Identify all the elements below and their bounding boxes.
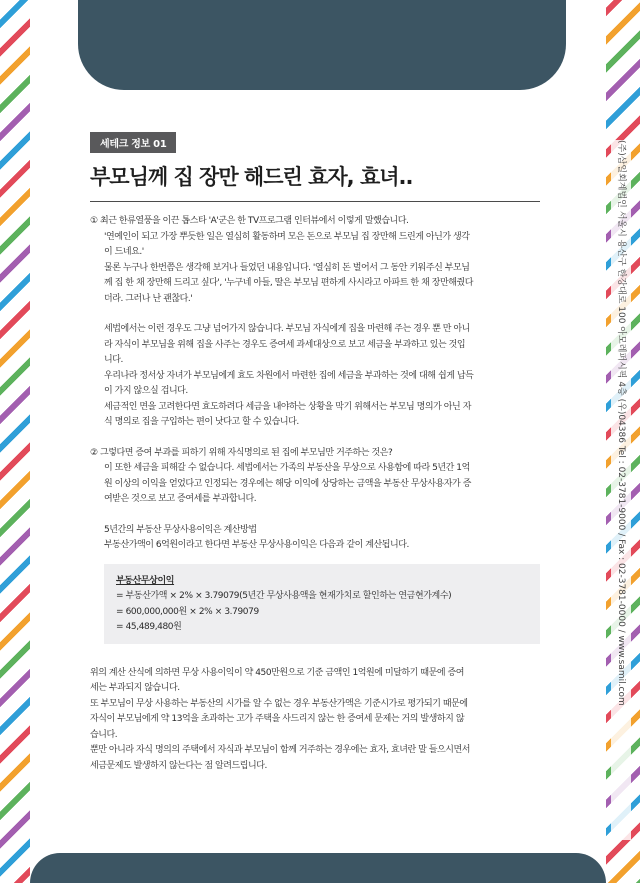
conclusion-line: 세는 부과되지 않습니다. bbox=[90, 683, 180, 693]
s1-para2-line: 니다. bbox=[104, 355, 123, 365]
conclusion-line: 뿐만 아니라 자식 명의의 주택에서 자식과 부모님이 함께 거주하는 경우에는 효자, 효녀란 말 들으시면서 bbox=[90, 745, 471, 755]
header-tab bbox=[78, 0, 566, 90]
calculation-heading: 부동산무상이익 bbox=[116, 575, 175, 586]
s2-line: 여받은 것으로 보고 증여세를 부과합니다. bbox=[104, 494, 257, 504]
calculation-line: = 45,489,480원 bbox=[116, 622, 182, 632]
conclusion-line: 위의 계산 산식에 의하면 무상 사용이익이 약 450만원으로 기준 금액인 1억원에 미달하기 때문에 증여 bbox=[90, 667, 464, 678]
s1-para2-line: 라 자식이 부모님을 위해 집을 사주는 경우도 증여세 과세대상으로 보고 세금을 부과하고 있는 것입 bbox=[104, 339, 466, 350]
s1-para2-line: 세금적인 면을 고려한다면 효도하려다 세금을 내야하는 상황을 막기 위해서는 부모님 명의가 아닌 자 bbox=[104, 401, 471, 412]
vertical-contact-info: (주)삼일회계법인 서울시 용산구 한강대로 100 아모레퍼시픽 4층 (우)04386 Tel : 02-3781-9000 / Fax : 02-3781-0000 / www.samil.com bbox=[611, 140, 631, 840]
s1-line: 이 드네요.' bbox=[104, 247, 144, 257]
s2-line: 원 이상의 이익을 얻었다고 인정되는 경우에는 해당 이익에 상당하는 금액을 부동산 무상사용자가 증 bbox=[104, 478, 471, 489]
question-1: ① 최근 한류열풍을 이끈 톱스타 'A'군은 한 TV프로그램 인터뷰에서 이렇게 말했습니다. bbox=[90, 216, 409, 226]
footer-tab bbox=[30, 853, 606, 883]
conclusion-line: 습니다. bbox=[90, 729, 118, 740]
calc-method-line: 부동산가액이 6억원이라고 한다면 부동산 무상사용이익은 다음과 같이 계산됩니다. bbox=[104, 540, 409, 550]
section-2 bbox=[90, 446, 540, 644]
question-2: ② 그렇다면 증여 부과를 피하기 위해 자식명의로 된 집에 부모님만 거주하는 것은? bbox=[90, 447, 393, 458]
article bbox=[90, 132, 540, 774]
s1-para2-line: 우리나라 정서상 자녀가 부모님에게 효도 차원에서 마련한 집에 세금을 부과하는 것에 대해 쉽게 납득 bbox=[104, 370, 474, 381]
s1-line: '연예인이 되고 가장 뿌듯한 일은 열심히 활동하며 모은 돈으로 부모님 집 장만해 드린게 아닌가 생각 bbox=[104, 231, 470, 242]
s1-line: 물론 누구나 한번쯤은 생각해 보거나 들었던 내용입니다. '열심히 돈 벌어서 그 동안 키워주신 부모님 bbox=[104, 262, 470, 273]
section-1 bbox=[90, 214, 540, 431]
s1-line: 께 집 한 채 장만해 드리고 싶다', '누구네 아들, 딸은 부모님 편하게 사시라고 아파트 한 채 장만해줬다 bbox=[104, 278, 473, 288]
s1-para2-line: 이 가지 않으실 겁니다. bbox=[104, 386, 188, 396]
page-title: 부모님께 집 장만 해드린 효자, 효녀.. bbox=[90, 161, 540, 202]
s1-para2-line: 식 명의로 집을 구입하는 편이 낫다고 할 수 있습니다. bbox=[104, 417, 299, 427]
calculation-line: = 부동산가액 × 2% × 3.79079(5년간 무상사용액을 현재가치로 할인하는 연금현가계수) bbox=[116, 591, 452, 601]
calc-method-line: 5년간의 부동산 무상사용이익은 계산방법 bbox=[104, 524, 257, 535]
s1-line: 더라. 그러나 난 괜찮다.' bbox=[104, 293, 193, 304]
s1-para2-line: 세법에서는 이런 경우도 그냥 넘어가지 않습니다. 부모님 자식에게 집을 마련해 주는 경우 뿐 만 아니 bbox=[104, 324, 470, 334]
s2-line: 이 또한 세금을 피해갈 수 없습니다. 세법에서는 가족의 부동산을 무상으로 사용함에 따라 5년간 1억 bbox=[104, 463, 470, 473]
conclusion-line: 세금문제도 발생하지 않는다는 점 알려드립니다. bbox=[90, 760, 267, 771]
conclusion-line: 또 부모님이 무상 사용하는 부동산의 시가를 알 수 없는 경우 부동산가액은 기준시가로 평가되기 때문에 bbox=[90, 698, 468, 709]
section-badge: 세테크 정보 01 bbox=[90, 132, 176, 153]
conclusion-line: 자식이 부모님에게 약 13억을 초과하는 고가 주택을 사드리지 않는 한 증여세 문제는 거의 발생하지 않 bbox=[90, 714, 465, 724]
calculation-line: = 600,000,000원 × 2% × 3.79079 bbox=[116, 606, 259, 617]
calculation-box bbox=[104, 564, 540, 644]
conclusion bbox=[90, 666, 540, 775]
